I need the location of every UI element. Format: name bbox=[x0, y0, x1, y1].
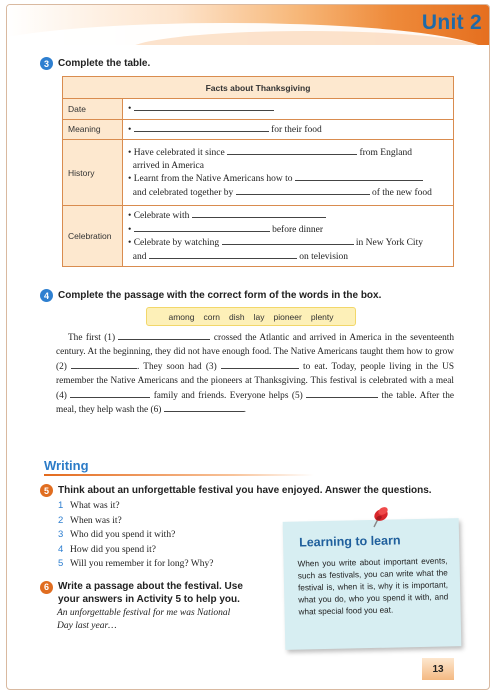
thanksgiving-facts-table bbox=[62, 76, 454, 267]
note-title: Learning to learn bbox=[298, 533, 401, 550]
question-text: How did you spend it? bbox=[70, 544, 157, 555]
activity-instruction: Write a passage about the festival. Use bbox=[58, 581, 243, 592]
writing-section-title: Writing bbox=[44, 458, 89, 473]
row-label: History bbox=[63, 140, 123, 206]
passage-text: family and friends. Everyone helps (5) bbox=[153, 390, 303, 401]
list-item bbox=[58, 499, 213, 514]
passage-starter bbox=[40, 607, 270, 633]
table-header-row bbox=[63, 77, 454, 99]
answer-blank[interactable] bbox=[306, 389, 378, 398]
answer-blank[interactable] bbox=[227, 146, 357, 155]
row-content: • for their food bbox=[123, 119, 454, 140]
list-item bbox=[58, 557, 213, 572]
row-text: before dinner bbox=[272, 224, 323, 235]
answer-blank[interactable] bbox=[134, 102, 274, 111]
passage-text: The first (1) bbox=[68, 333, 116, 343]
question-text: Will you remember it for long? Why? bbox=[70, 559, 214, 569]
row-text: and bbox=[132, 251, 147, 262]
page-number: 13 bbox=[422, 658, 454, 680]
activity-6 bbox=[40, 580, 270, 633]
table-title: Facts about Thanksgiving bbox=[63, 77, 454, 99]
answer-blank[interactable] bbox=[236, 186, 370, 195]
word-box bbox=[146, 307, 356, 326]
row-label: Celebration bbox=[63, 206, 123, 267]
passage-text: . bbox=[243, 405, 246, 416]
word-box-item: corn bbox=[203, 311, 221, 322]
list-item bbox=[58, 528, 213, 543]
answer-blank[interactable] bbox=[295, 172, 423, 181]
passage-text: . They soon had (3) bbox=[137, 361, 217, 372]
pushpin-icon bbox=[368, 505, 390, 531]
word-box-item: lay bbox=[253, 311, 265, 322]
activity-number-badge: 3 bbox=[40, 57, 53, 70]
activity-4-heading bbox=[40, 289, 381, 302]
passage-text: to eat. Today, people living in the US remember the Native Americans and the pioneers at Thanksgiving. This festival is celebrated with a meal (4) bbox=[56, 361, 455, 401]
word-box-item: pioneer bbox=[273, 311, 302, 322]
note-body: When you write about important events, such as festivals, you can write what the festival is, when it is, why it is important, what you do, who you spend it with, and what special food you eat. bbox=[297, 556, 449, 617]
row-text: and celebrated together by bbox=[132, 187, 234, 198]
question-number: 5 bbox=[58, 558, 64, 569]
table-row bbox=[63, 99, 454, 120]
row-text: Celebrate by watching bbox=[133, 238, 220, 248]
starter-text: Day last year… bbox=[57, 621, 117, 631]
section-divider bbox=[44, 474, 314, 476]
activity-number-badge: 5 bbox=[40, 484, 53, 497]
answer-blank[interactable] bbox=[134, 223, 270, 232]
answer-blank[interactable] bbox=[149, 250, 297, 259]
row-text: for their food bbox=[271, 124, 322, 135]
table-row bbox=[63, 119, 454, 140]
activity-instruction: your answers in Activity 5 to help you. bbox=[58, 594, 240, 605]
row-label: Date bbox=[63, 99, 123, 120]
word-box-item: plenty bbox=[310, 311, 334, 322]
answer-blank[interactable] bbox=[164, 403, 244, 412]
question-number: 3 bbox=[58, 529, 64, 540]
row-text: from England bbox=[359, 148, 412, 158]
word-box-item: dish bbox=[229, 311, 245, 322]
activity-number-badge: 6 bbox=[40, 581, 53, 594]
question-number: 2 bbox=[58, 514, 64, 526]
activity-instruction: Complete the table. bbox=[58, 58, 151, 69]
row-text: in New York City bbox=[355, 238, 423, 248]
list-item bbox=[58, 514, 213, 529]
row-content: • Celebrate with • before dinner • Celebrate by watching in New York City and on television bbox=[123, 206, 454, 267]
question-text: When was it? bbox=[70, 515, 122, 526]
row-text: on television bbox=[299, 251, 349, 262]
starter-text: An unforgettable festival for me was National bbox=[57, 608, 231, 618]
answer-blank[interactable] bbox=[71, 360, 137, 369]
answer-blank[interactable] bbox=[221, 360, 299, 369]
activity-instruction: Complete the passage with the correct form of the words in the box. bbox=[58, 290, 382, 301]
table-row bbox=[63, 206, 454, 267]
answer-blank[interactable] bbox=[222, 236, 354, 245]
question-text: Who did you spend it with? bbox=[70, 530, 176, 540]
unit-title: Unit 2 bbox=[421, 11, 482, 34]
passage-text: crossed the Atlantic and arrived in America in the seventeenth century. At the beginning, they did not have enough food. The Native Americans taught them how to grow (2) bbox=[56, 333, 455, 372]
table-row bbox=[63, 140, 454, 206]
cloze-passage bbox=[56, 331, 454, 417]
answer-blank[interactable] bbox=[118, 331, 210, 340]
question-list bbox=[58, 499, 213, 572]
learning-to-learn-note bbox=[283, 518, 462, 650]
answer-blank[interactable] bbox=[70, 389, 150, 398]
row-content: • bbox=[123, 99, 454, 120]
activity-6-heading bbox=[40, 580, 270, 606]
row-content: • Have celebrated it since from England arrived in America • Learnt from the Native Americans how to and celebrated together by of the new food bbox=[123, 140, 454, 206]
activity-5-heading bbox=[40, 484, 432, 497]
word-box-item: among bbox=[168, 311, 195, 322]
row-label: Meaning bbox=[63, 119, 123, 140]
activity-3-heading bbox=[40, 57, 150, 70]
unit-banner bbox=[7, 5, 489, 45]
row-text: arrived in America bbox=[132, 160, 204, 171]
list-item bbox=[58, 543, 213, 558]
row-text: of the new food bbox=[372, 187, 432, 198]
question-number: 4 bbox=[58, 543, 64, 555]
question-number: 1 bbox=[58, 500, 64, 511]
question-text: What was it? bbox=[70, 501, 120, 511]
activity-number-badge: 4 bbox=[40, 289, 53, 302]
row-text: Learnt from the Native Americans how to bbox=[133, 174, 293, 184]
row-text: Celebrate with bbox=[133, 211, 190, 221]
activity-instruction: Think about an unforgettable festival you have enjoyed. Answer the questions. bbox=[58, 485, 432, 496]
answer-blank[interactable] bbox=[134, 123, 269, 132]
passage-text: the table. After the meal, they help wash the (6) bbox=[56, 390, 455, 416]
answer-blank[interactable] bbox=[192, 209, 326, 218]
row-text: Have celebrated it since bbox=[133, 148, 225, 158]
